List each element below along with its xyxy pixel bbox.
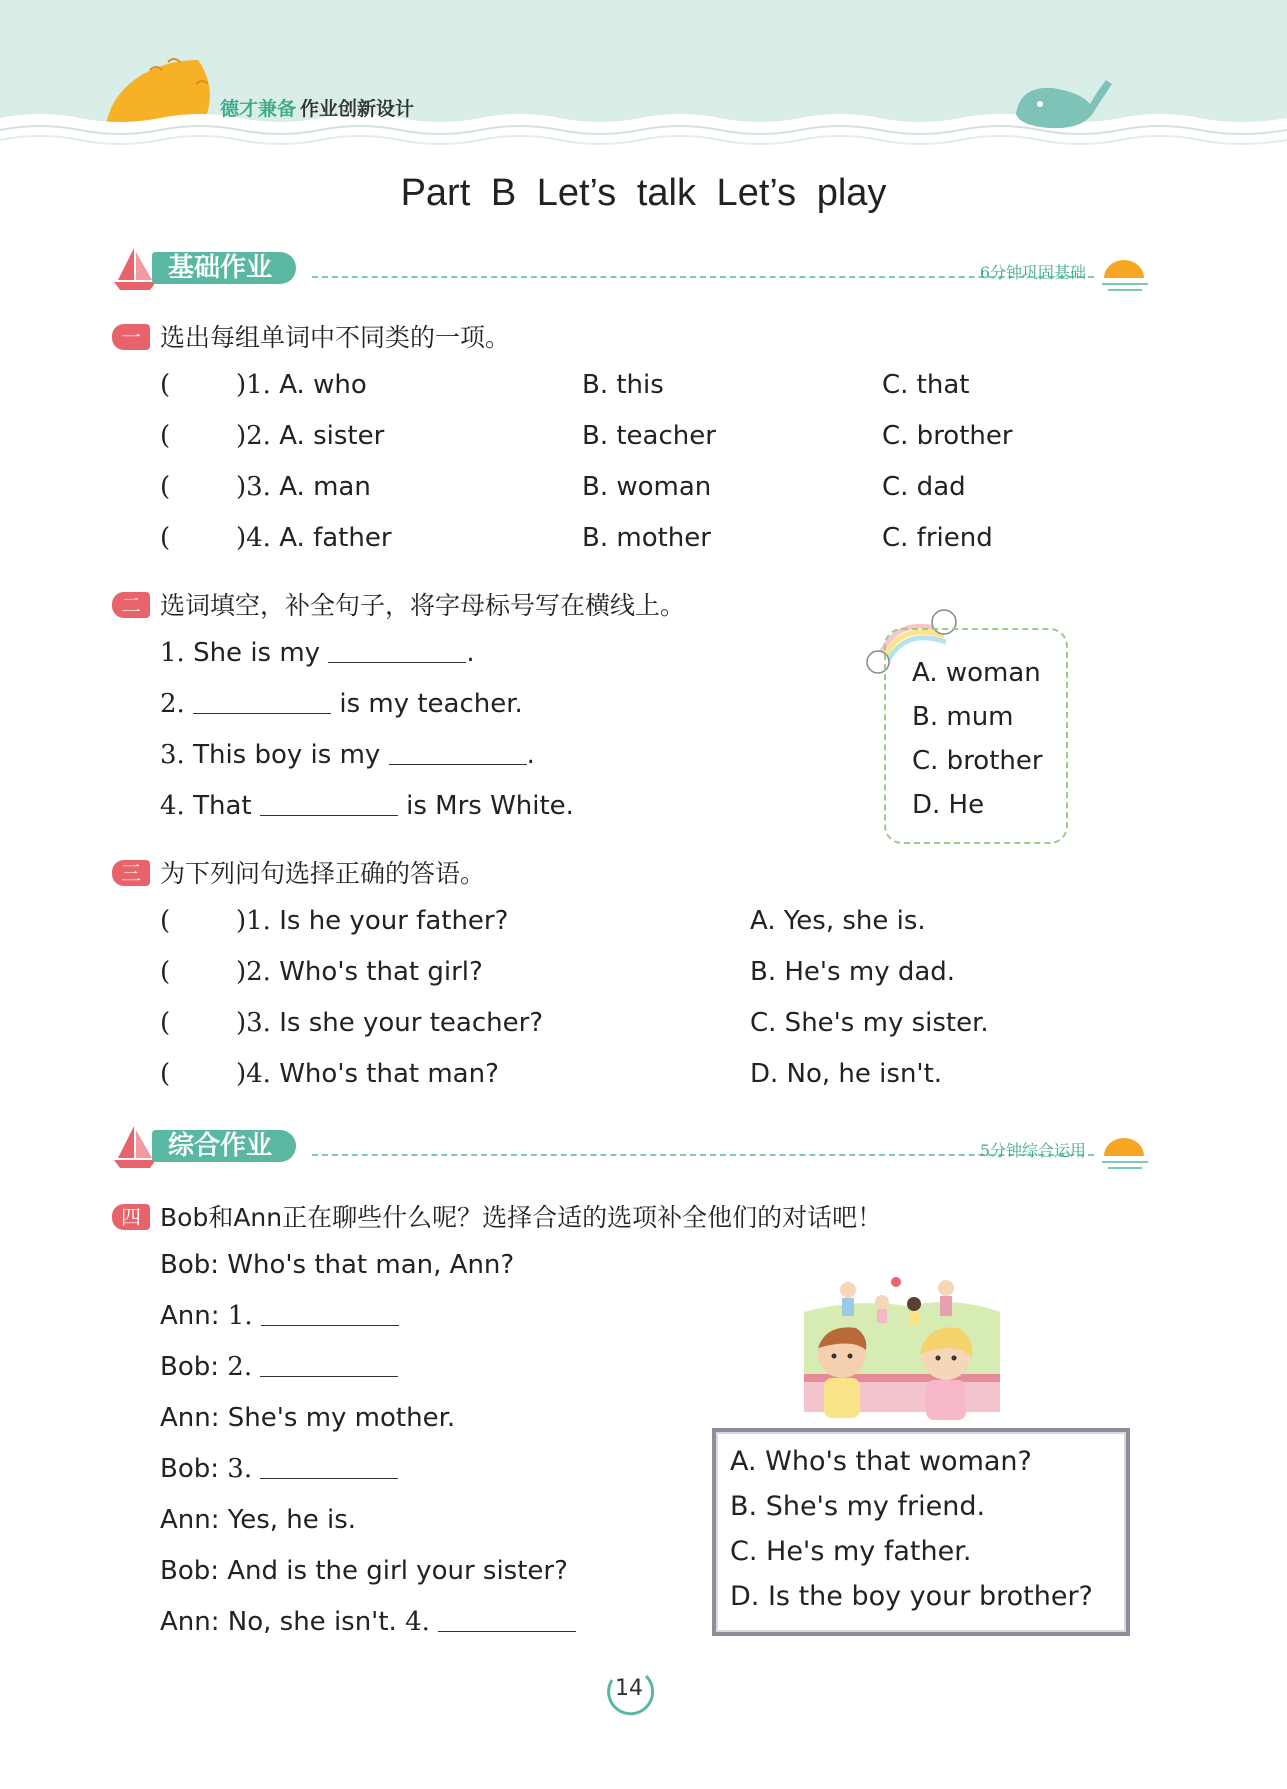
- question-badge: 二: [112, 592, 150, 618]
- dialogue-line: Bob: 2.: [160, 1352, 398, 1382]
- answer-blank[interactable]: [260, 1456, 398, 1479]
- dialogue-line: Ann: No, she isn't. 4.: [160, 1607, 576, 1637]
- section-tag: 6分钟巩固基础: [979, 263, 1086, 282]
- list-item: 2. is my teacher.: [160, 689, 523, 719]
- dialogue-line: Bob: Who's that man, Ann?: [160, 1250, 515, 1280]
- answer-bracket[interactable]: (: [160, 1059, 171, 1089]
- dialogue-line: Bob: And is the girl your sister?: [160, 1556, 568, 1586]
- question-title: 为下列问句选择正确的答语。: [160, 859, 486, 888]
- list-item: )4. Who's that man?: [236, 1059, 499, 1089]
- brand-logo-text: [220, 94, 414, 121]
- brand-accent: 德才兼备: [220, 98, 297, 120]
- list-item: 4. That is Mrs White.: [160, 791, 574, 821]
- option-c: C. that: [882, 370, 970, 400]
- option-b: B. woman: [582, 472, 712, 502]
- sun-icon: [1098, 250, 1152, 292]
- answer-option: A. Yes, she is.: [750, 906, 926, 936]
- list-item: )1. Is he your father?: [236, 906, 509, 936]
- list-item: )2. Who's that girl?: [236, 957, 483, 987]
- list-item: )4. A. father: [236, 523, 392, 553]
- answer-blank[interactable]: [328, 640, 466, 663]
- answer-blank[interactable]: [389, 742, 527, 765]
- list-item: 3. This boy is my .: [160, 740, 535, 770]
- answer-option: B. He's my dad.: [750, 957, 956, 987]
- answer-bracket[interactable]: (: [160, 523, 171, 553]
- question-2-heading: [112, 586, 685, 622]
- sun-icon: [1098, 1128, 1152, 1170]
- dialogue-option: D. Is the boy your brother?: [730, 1581, 1093, 1612]
- question-badge: 四: [112, 1204, 150, 1230]
- answer-blank[interactable]: [260, 793, 398, 816]
- children-park-illustration: [796, 1262, 1006, 1426]
- dialogue-line: Bob: 3.: [160, 1454, 398, 1484]
- header-decoration: [0, 0, 1287, 150]
- answer-bracket[interactable]: (: [160, 957, 171, 987]
- dialogue-line: Ann: She's my mother.: [160, 1403, 456, 1433]
- answer-blank[interactable]: [261, 1303, 399, 1326]
- option-b: B. mother: [582, 523, 711, 553]
- question-3-heading: [112, 854, 485, 890]
- section-bar-basic: [112, 246, 1152, 292]
- question-title: Bob和Ann正在聊些什么呢？选择合适的选项补全他们的对话吧！: [160, 1203, 883, 1232]
- section-bar-comprehensive: [112, 1124, 1152, 1170]
- answer-option: D. No, he isn't.: [750, 1059, 943, 1089]
- list-item: )3. A. man: [236, 472, 371, 502]
- dialogue-options-box: [712, 1428, 1130, 1636]
- word-option: D. He: [912, 790, 985, 820]
- list-item: 1. She is my .: [160, 638, 475, 668]
- list-item: )1. A. who: [236, 370, 367, 400]
- section-label: 基础作业: [152, 252, 296, 284]
- answer-blank[interactable]: [260, 1354, 398, 1377]
- dialogue-option: B. She's my friend.: [730, 1491, 986, 1522]
- option-b: B. teacher: [582, 421, 716, 451]
- answer-bracket[interactable]: (: [160, 472, 171, 502]
- option-c: C. friend: [882, 523, 993, 553]
- page-header: [0, 0, 1287, 150]
- word-option: C. brother: [912, 746, 1043, 776]
- list-item: )3. Is she your teacher?: [236, 1008, 544, 1038]
- list-item: )2. A. sister: [236, 421, 385, 451]
- question-badge: 三: [112, 860, 150, 886]
- answer-bracket[interactable]: (: [160, 370, 171, 400]
- dialogue-line: Ann: 1.: [160, 1301, 399, 1331]
- dialogue-option: C. He's my father.: [730, 1536, 972, 1567]
- answer-option: C. She's my sister.: [750, 1008, 989, 1038]
- word-option: B. mum: [912, 702, 1014, 732]
- page-number: 14: [615, 1676, 643, 1701]
- option-b: B. this: [582, 370, 664, 400]
- answer-bracket[interactable]: (: [160, 906, 171, 936]
- section-divider: [312, 1154, 1094, 1156]
- question-title: 选出每组单词中不同类的一项。: [160, 323, 511, 352]
- word-bank: [884, 628, 1068, 844]
- answer-blank[interactable]: [438, 1609, 576, 1632]
- question-title: 选词填空，补全句子，将字母标号写在横线上。: [160, 591, 686, 620]
- section-label: 综合作业: [152, 1130, 296, 1162]
- question-1-heading: [112, 318, 510, 354]
- page-title: Part B Let’s talk Let’s play: [400, 172, 887, 214]
- option-c: C. dad: [882, 472, 966, 502]
- brand-rest: 作业创新设计: [300, 98, 415, 120]
- answer-bracket[interactable]: (: [160, 421, 171, 451]
- question-4-heading: [112, 1198, 882, 1234]
- dialogue-option: A. Who's that woman?: [730, 1446, 1032, 1477]
- section-tag: 5分钟综合运用: [979, 1141, 1086, 1160]
- answer-blank[interactable]: [193, 691, 331, 714]
- question-badge: 一: [112, 324, 150, 350]
- section-divider: [312, 276, 1094, 278]
- option-c: C. brother: [882, 421, 1013, 451]
- dialogue-line: Ann: Yes, he is.: [160, 1505, 357, 1535]
- word-option: A. woman: [912, 658, 1041, 688]
- answer-bracket[interactable]: (: [160, 1008, 171, 1038]
